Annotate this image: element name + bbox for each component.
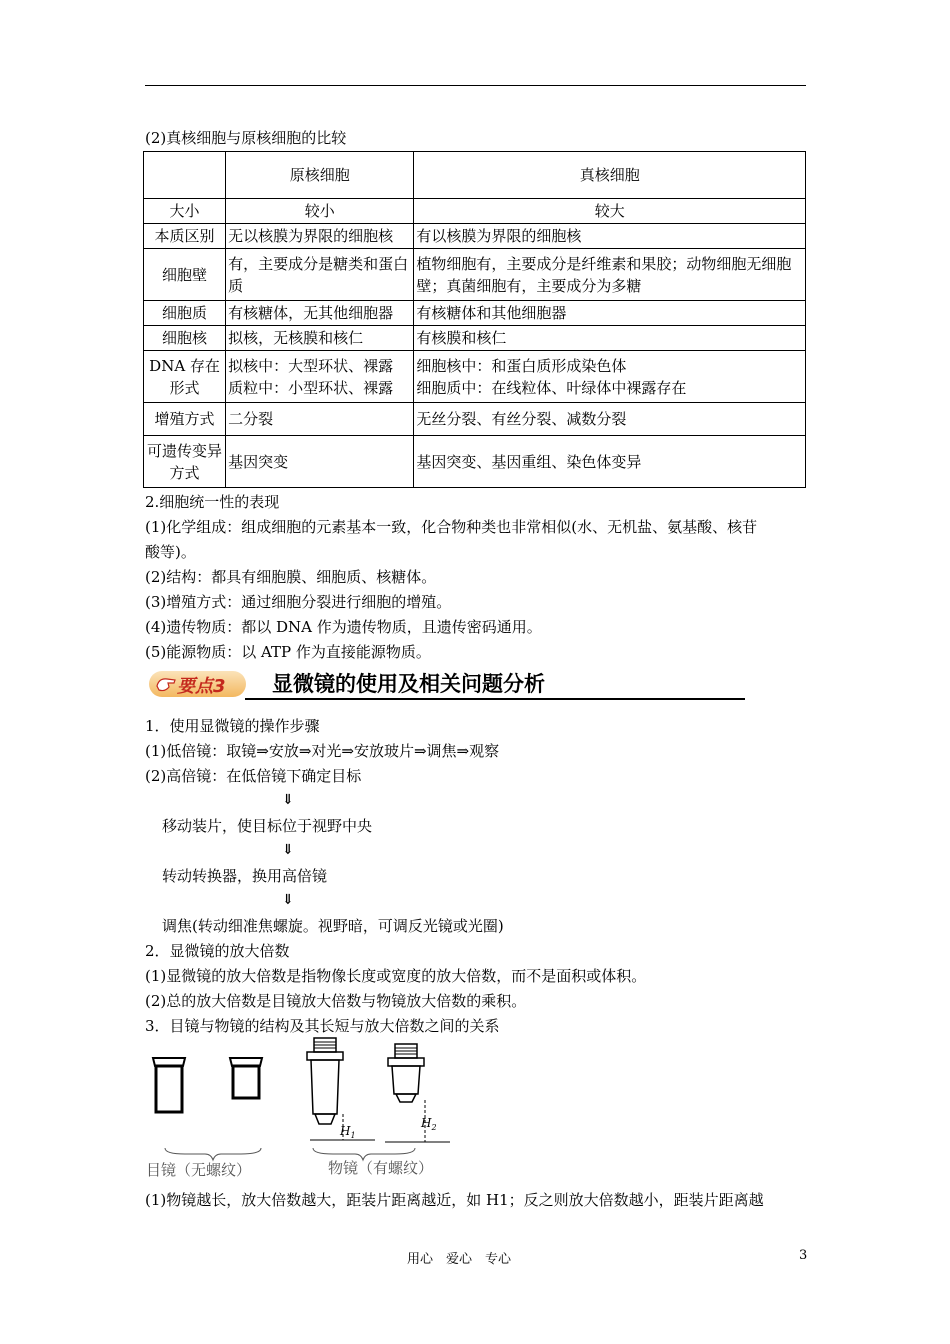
- row-label: 细胞核: [144, 326, 226, 351]
- cell-prokaryote: 基因突变: [226, 436, 414, 488]
- row-label: 细胞壁: [144, 249, 226, 301]
- down-arrow-icon: ⇓: [282, 892, 294, 908]
- header-prokaryote: 原核细胞: [226, 152, 414, 199]
- table-row: [144, 326, 806, 351]
- comparison-table: [143, 151, 806, 488]
- section-title: (2)真核细胞与原核细胞的比较: [145, 129, 347, 147]
- table-row: [144, 199, 806, 224]
- unity-item: (1)化学组成：组成细胞的元素基本一致，化合物种类也非常相似(水、无机盐、氨基酸、核苷: [145, 518, 758, 536]
- step-focus: 调焦(转动细准焦螺旋。视野暗，可调反光镜或光圈): [162, 917, 504, 935]
- h1-label: $H_1$: [340, 1124, 356, 1140]
- high-power-steps: (2)高倍镜：在低倍镜下确定目标: [145, 767, 362, 785]
- cell-line: 细胞质中：在线粒体、叶绿体中裸露存在: [416, 378, 687, 397]
- cell-eukaryote: 有核膜和核仁: [414, 326, 806, 351]
- cell-prokaryote: 拟核，无核膜和核仁: [226, 326, 414, 351]
- cell-prokaryote: 有，主要成分是糖类和蛋白质: [226, 249, 414, 301]
- unity-item: (4)遗传物质：都以 DNA 作为遗传物质，且遗传密码通用。: [145, 618, 542, 636]
- table-row: [144, 403, 806, 436]
- magnification-item: (1)显微镜的放大倍数是指物像长度或宽度的放大倍数，而不是面积或体积。: [145, 967, 647, 985]
- cell-eukaryote: 植物细胞有，主要成分是纤维素和果胶；动物细胞无细胞壁；真菌细胞有，主要成分为多糖: [414, 249, 806, 301]
- banner-tag-text: 要点3: [177, 676, 226, 697]
- low-power-steps: (1)低倍镜：取镜⇒安放⇒对光⇒安放玻片⇒调焦⇒观察: [145, 742, 500, 760]
- cell-prokaryote: 无以核膜为界限的细胞核: [226, 224, 414, 249]
- page-number: 3: [799, 1248, 808, 1263]
- objective-caption: 物镜（有螺纹）: [328, 1159, 434, 1177]
- banner-title: 显微镜的使用及相关问题分析: [272, 672, 545, 696]
- row-label: 细胞质: [144, 301, 226, 326]
- cell-prokaryote: 较小: [226, 199, 414, 224]
- cell-eukaryote: 较大: [414, 199, 806, 224]
- magnification-item: (2)总的放大倍数是目镜放大倍数与物镜放大倍数的乘积。: [145, 992, 527, 1010]
- cell-prokaryote: 二分裂: [226, 403, 414, 436]
- table-corner: [144, 152, 226, 199]
- unity-item: (5)能源物质：以 ATP 作为直接能源物质。: [145, 643, 431, 661]
- steps-heading: 1．使用显微镜的操作步骤: [145, 717, 320, 735]
- section-banner: [149, 667, 801, 701]
- cell-line: 细胞核中：和蛋白质形成染色体: [416, 356, 627, 375]
- eyepiece-caption: 目镜（无螺纹）: [146, 1161, 252, 1179]
- unity-item: (2)结构：都具有细胞膜、细胞质、核糖体。: [145, 568, 437, 586]
- lens-rule-1: (1)物镜越长，放大倍数越大，距装片距离越近，如 H1；反之则放大倍数越小，距装片距离越: [145, 1191, 764, 1209]
- table-row: [144, 436, 806, 488]
- cell-prokaryote: 有核糖体，无其他细胞器: [226, 301, 414, 326]
- step-switch-lens: 转动转换器，换用高倍镜: [162, 867, 328, 885]
- eyepiece-long-icon: [153, 1058, 185, 1112]
- lens-heading: 3．目镜与物镜的结构及其长短与放大倍数之间的关系: [145, 1017, 500, 1035]
- cell-eukaryote: 基因突变、基因重组、染色体变异: [414, 436, 806, 488]
- table-header-row: [144, 152, 806, 199]
- magnification-heading: 2．显微镜的放大倍数: [145, 942, 290, 960]
- banner-tag: [149, 671, 246, 697]
- footer-motto: 用心 爱心 专心: [407, 1252, 512, 1267]
- table-row: [144, 351, 806, 403]
- hand-pointer-icon: [155, 674, 177, 694]
- h2-label: $H_2$: [421, 1116, 437, 1132]
- unity-item: 酸等)。: [145, 543, 196, 561]
- header-rule: [145, 85, 806, 86]
- unity-heading: 2.细胞统一性的表现: [145, 493, 280, 511]
- unity-item: (3)增殖方式：通过细胞分裂进行细胞的增殖。: [145, 593, 452, 611]
- cell-prokaryote: [226, 351, 414, 403]
- cell-eukaryote: 有以核膜为界限的细胞核: [414, 224, 806, 249]
- cell-eukaryote: 有核糖体和其他细胞器: [414, 301, 806, 326]
- row-label: 本质区别: [144, 224, 226, 249]
- row-label: 增殖方式: [144, 403, 226, 436]
- table-row: [144, 249, 806, 301]
- header-eukaryote: 真核细胞: [414, 152, 806, 199]
- cell-line: 质粒中：小型环状、裸露: [228, 378, 394, 397]
- table-row: [144, 301, 806, 326]
- row-label: 大小: [144, 199, 226, 224]
- table-row: [144, 224, 806, 249]
- down-arrow-icon: ⇓: [282, 842, 294, 858]
- lens-diagram: [145, 1034, 455, 1164]
- eyepiece-short-icon: [230, 1058, 262, 1098]
- step-move-slide: 移动装片，使目标位于视野中央: [162, 817, 373, 835]
- banner-underline: [245, 698, 745, 700]
- cell-line: 拟核中：大型环状、裸露: [228, 356, 394, 375]
- row-label: 可遗传变异方式: [144, 436, 226, 488]
- row-label: DNA 存在形式: [144, 351, 226, 403]
- cell-eukaryote: [414, 351, 806, 403]
- down-arrow-icon: ⇓: [282, 792, 294, 808]
- objective-short-icon: [385, 1044, 450, 1142]
- cell-eukaryote: 无丝分裂、有丝分裂、减数分裂: [414, 403, 806, 436]
